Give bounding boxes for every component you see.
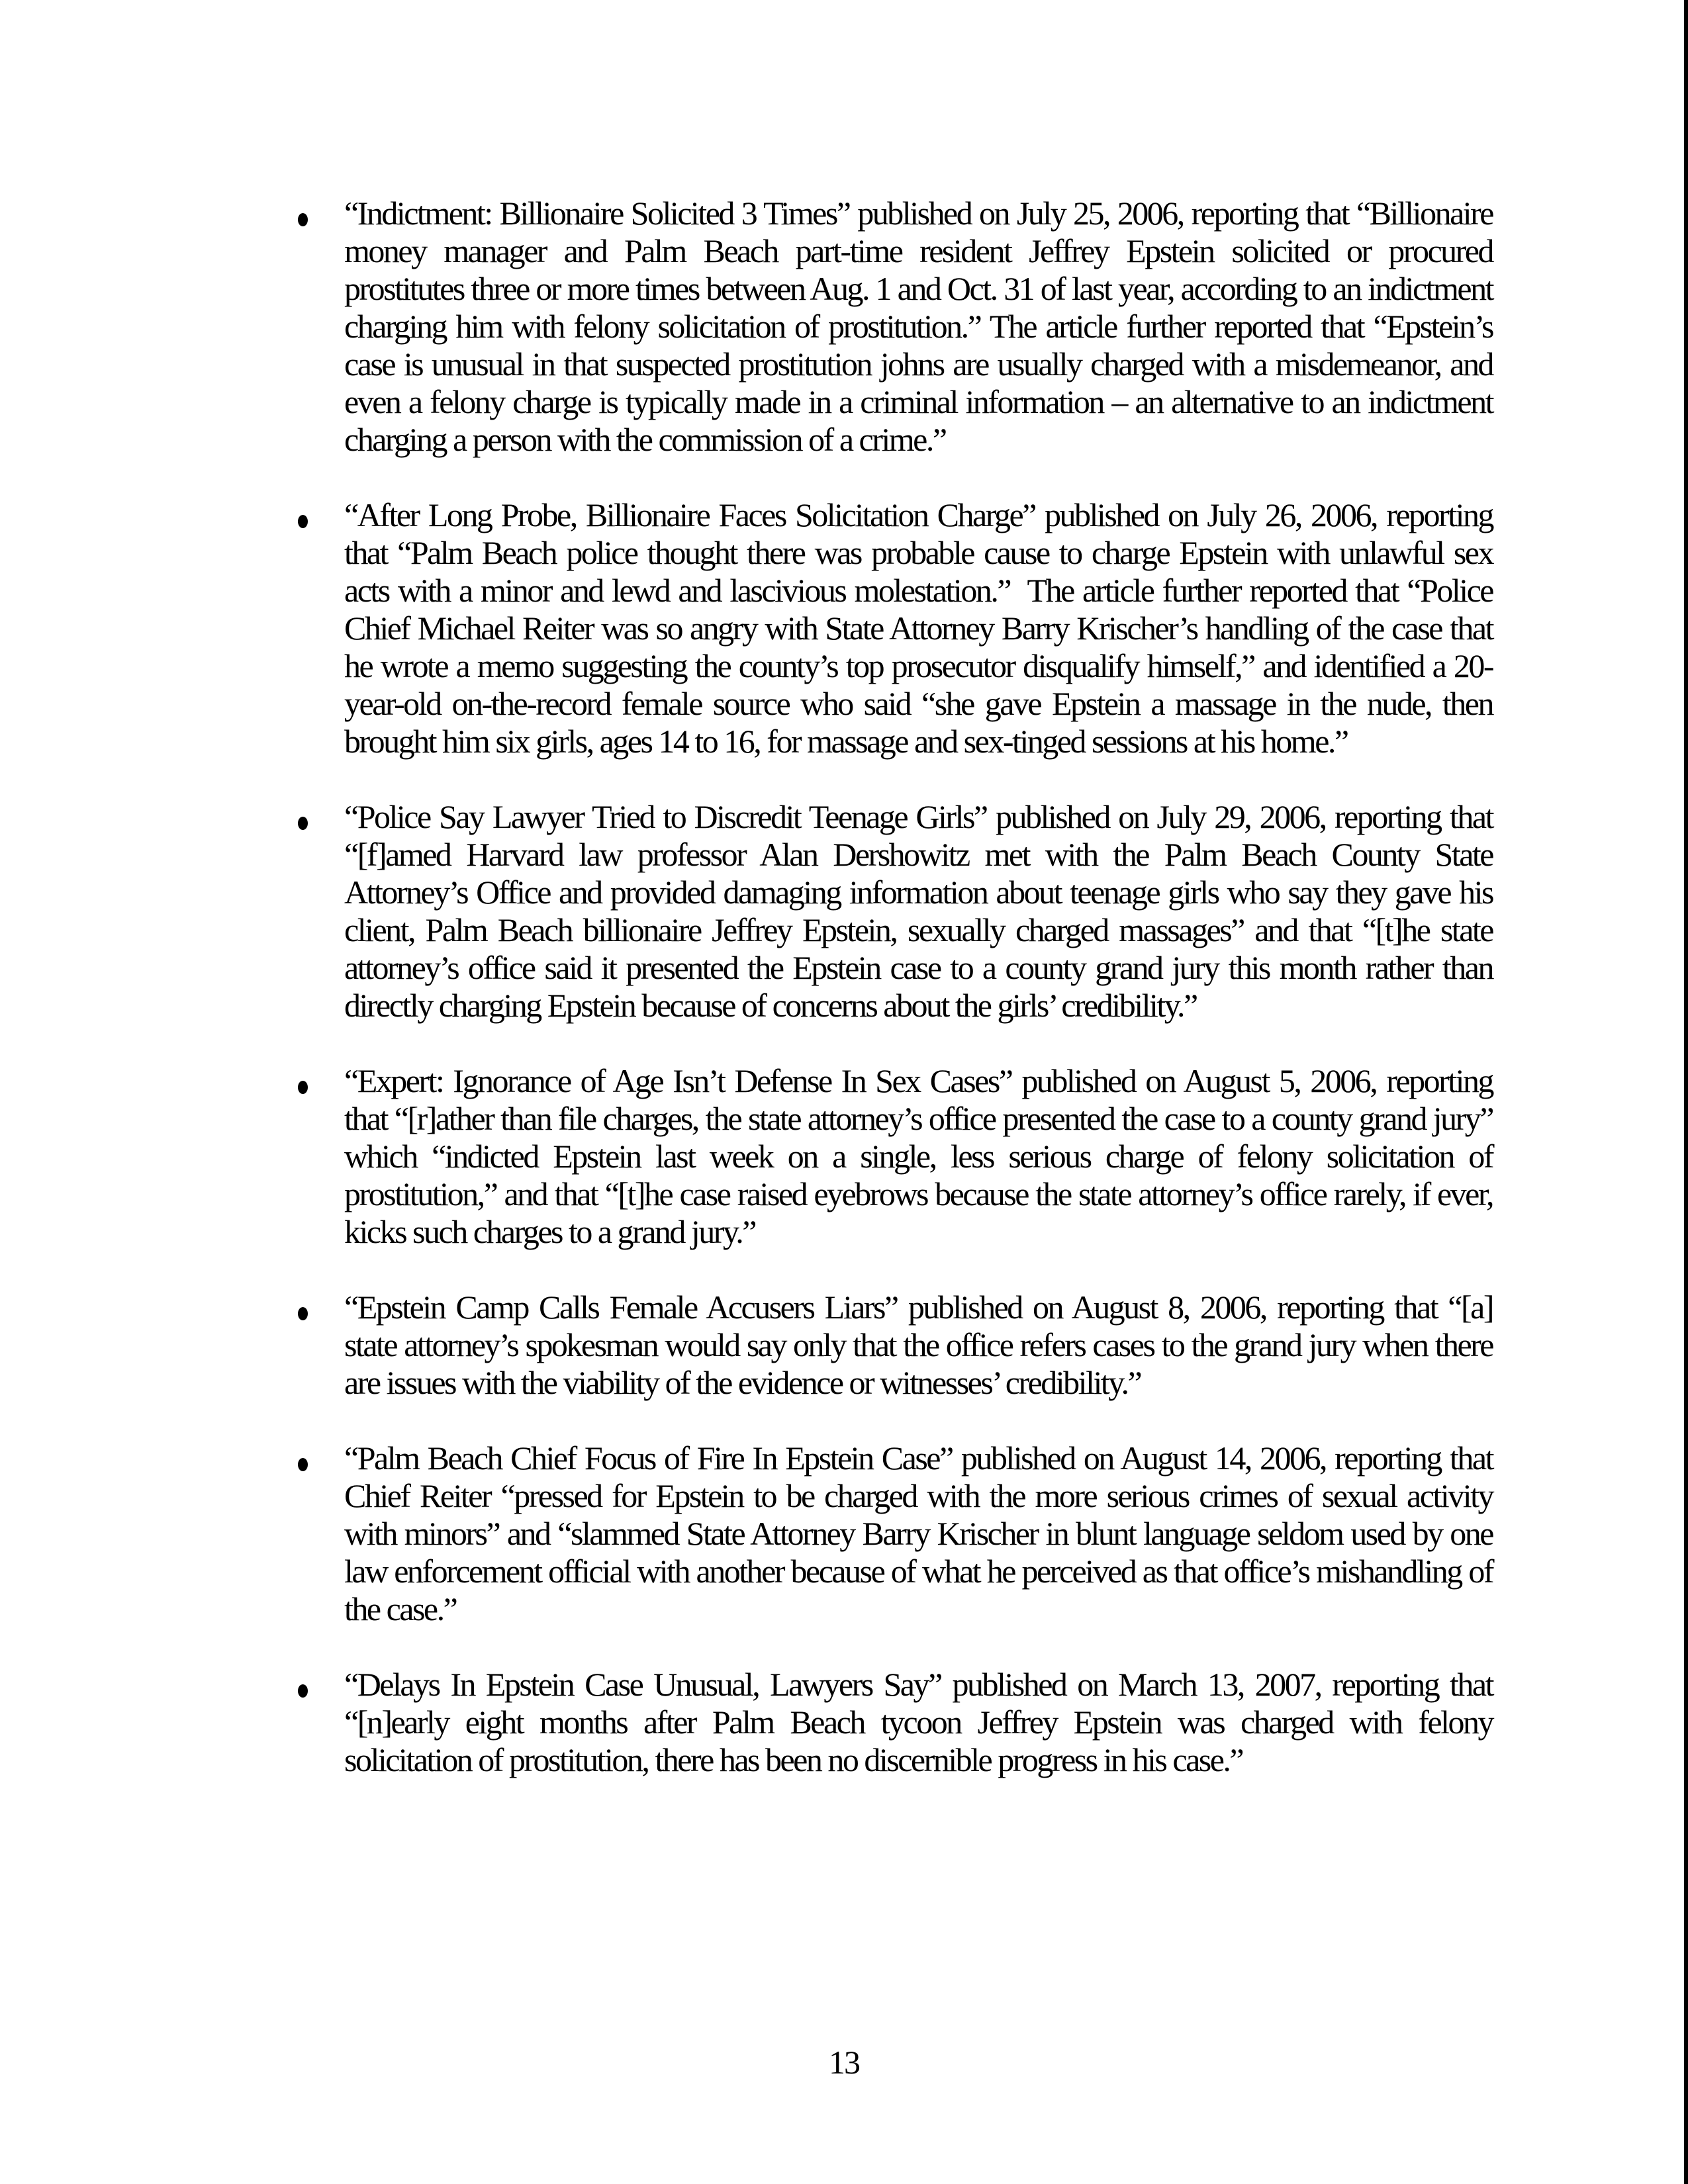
bullet-icon: [298, 515, 308, 528]
bullet-paragraph-3: “Police Say Lawyer Tried to Discredit Teenage Girls” published on July 29, 2006, reporting that “[f]amed Harvard law professor Alan Dershowitz met with the Palm Beach County State Attorney’s Office and provided damaging information about teenage girls who say they gave his client, Palm Beach billionaire Jeffrey Epstein, sexually charged massages” and that “[t]he state attorney’s office said it presented the Epstein case to a county grand jury this month rather than directly charging Epstein because of concerns about the girls’ credibility.”: [344, 798, 1493, 1024]
bullet-icon: [298, 1081, 308, 1094]
bullet-marker-column: [297, 195, 344, 226]
list-item: [297, 1062, 1493, 1251]
bullet-paragraph-7: “Delays In Epstein Case Unusual, Lawyers Say” published on March 13, 2007, reporting that “[n]early eight months after Palm Beach tycoon Jeffrey Epstein was charged with felony solicitation of prostitution, there has been no discernible progress in his case.”: [344, 1666, 1493, 1778]
scan-artifact-right-edge: [1684, 0, 1688, 2184]
bullet-paragraph-5: “Epstein Camp Calls Female Accusers Liars” published on August 8, 2006, reporting that “[a] state attorney’s spokesman would say only that the office refers cases to the grand jury when there are issues with the viability of the evidence or witnesses’ credibility.”: [344, 1289, 1493, 1401]
bullet-icon: [298, 817, 308, 830]
bullet-paragraph-4: “Expert: Ignorance of Age Isn’t Defense In Sex Cases” published on August 5, 2006, reporting that “[r]ather than file charges, the state attorney’s office presented the case to a county grand jury” which “indicted Epstein last week on a single, less serious charge of felony solicitation of prostitution,” and that “[t]he case raised eyebrows because the state attorney’s office rarely, if ever, kicks such charges to a grand jury.”: [344, 1062, 1493, 1250]
bullet-paragraph-1: “Indictment: Billionaire Solicited 3 Times” published on July 25, 2006, reporting that “Billionaire money manager and Palm Beach part-time resident Jeffrey Epstein solicited or procured prostitutes three or more times between Aug. 1 and Oct. 31 of last year, according to an indictment charging him with felony solicitation of prostitution.” The article further reported that “Epstein’s case is unusual in that suspected prostitution johns are usually charged with a misdemeanor, and even a felony charge is typically made in a criminal information – an alternative to an indictment charging a person with the commission of a crime.”: [344, 195, 1493, 458]
bullet-paragraph-6: “Palm Beach Chief Focus of Fire In Epstein Case” published on August 14, 2006, reporting that Chief Reiter “pressed for Epstein to be charged with the more serious crimes of sexual activity with minors” and “slammed State Attorney Barry Krischer in blunt language seldom used by one law enforcement official with another because of what he perceived as that office’s mishandling of the case.”: [344, 1439, 1493, 1627]
list-item: [297, 195, 1493, 459]
bullet-marker-column: [297, 1062, 344, 1094]
bullet-marker-column: [297, 1439, 344, 1471]
list-item: [297, 496, 1493, 760]
list-item: [297, 1439, 1493, 1628]
list-item: [297, 1289, 1493, 1402]
bullet-marker-column: [297, 798, 344, 830]
bullet-list: [297, 195, 1493, 1779]
page-number: 13: [829, 2044, 859, 2081]
list-item: [297, 798, 1493, 1024]
bullet-paragraph-2: “After Long Probe, Billionaire Faces Solicitation Charge” published on July 26, 2006, reporting that “Palm Beach police thought there was probable cause to charge Epstein with unlawful sex acts with a minor and lewd and lascivious molestation.” The article further reported that “Police Chief Michael Reiter was so angry with State Attorney Barry Krischer’s handling of the case that he wrote a memo suggesting the county’s top prosecutor disqualify himself,” and identified a 20-year-old on-the-record female source who said “she gave Epstein a massage in the nude, then brought him six girls, ages 14 to 16, for massage and sex-tinged sessions at his home.”: [344, 496, 1493, 760]
bullet-icon: [298, 213, 308, 226]
list-item: [297, 1666, 1493, 1779]
bullet-icon: [298, 1684, 308, 1698]
bullet-marker-column: [297, 1289, 344, 1320]
bullet-icon: [298, 1307, 308, 1320]
bullet-icon: [298, 1458, 308, 1471]
bullet-marker-column: [297, 1666, 344, 1698]
bullet-marker-column: [297, 496, 344, 528]
